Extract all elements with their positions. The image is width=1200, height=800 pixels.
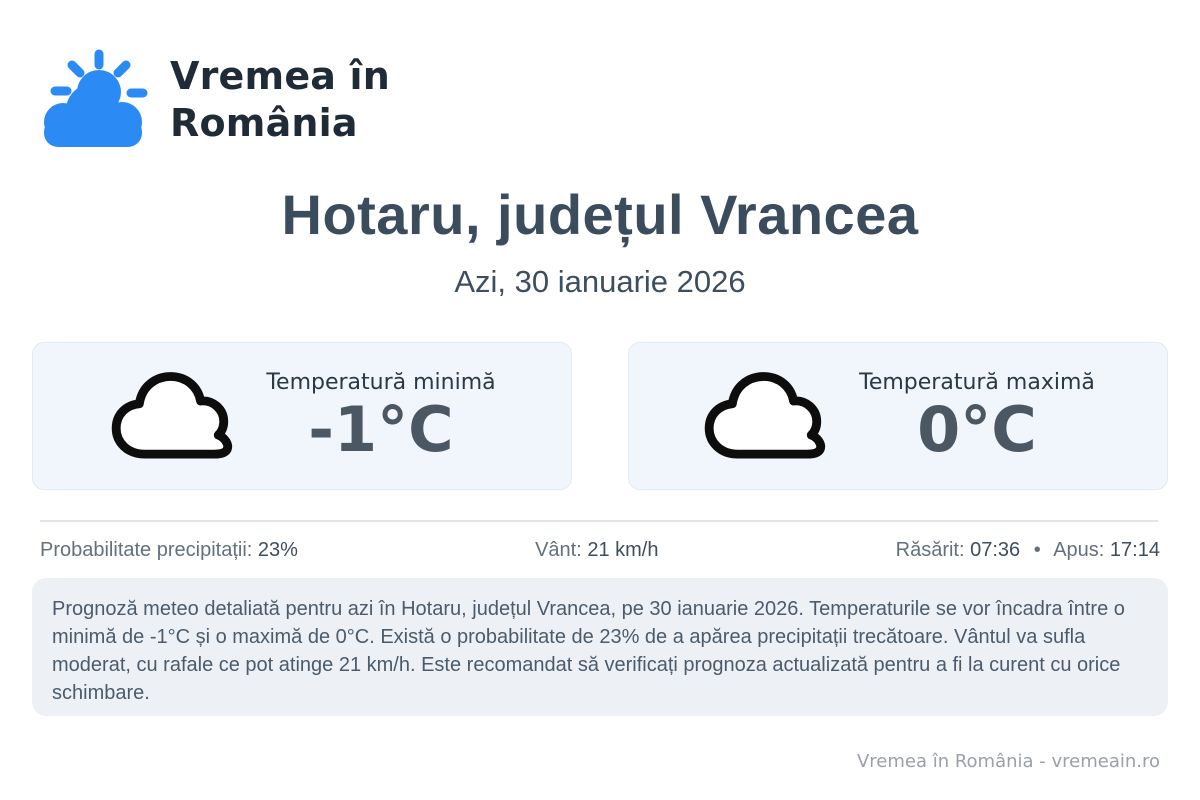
wind-stat bbox=[535, 539, 658, 562]
logo-text-line1: Vremea în bbox=[170, 54, 391, 98]
wind-label: Vânt: bbox=[535, 539, 582, 561]
temperature-cards bbox=[32, 342, 1168, 490]
stats-divider bbox=[40, 520, 1158, 522]
min-temp-card bbox=[32, 342, 572, 490]
sunset-value: 17:14 bbox=[1109, 539, 1160, 561]
logo-text bbox=[170, 53, 390, 147]
sunset-label: Apus: bbox=[1053, 539, 1105, 561]
cloud-sun-icon bbox=[38, 44, 150, 156]
precipitation-value: 23% bbox=[257, 539, 298, 561]
max-temp-value: 0°C bbox=[917, 392, 1037, 466]
footer-site-credit[interactable]: Vremea în România - vremeain.ro bbox=[856, 751, 1160, 772]
max-temp-label: Temperatură maximă bbox=[859, 369, 1095, 395]
sunrise-value: 07:36 bbox=[970, 539, 1021, 561]
page-title: Hotaru, județul Vrancea bbox=[281, 183, 919, 246]
min-temp-label: Temperatură minimă bbox=[266, 369, 496, 395]
page-subtitle: Azi, 30 ianuarie 2026 bbox=[454, 264, 746, 299]
cloud-icon bbox=[108, 368, 236, 464]
sun-times-stat bbox=[896, 539, 1160, 562]
sunrise-label: Răsărit: bbox=[895, 539, 965, 561]
forecast-box bbox=[32, 578, 1168, 716]
cloud-icon bbox=[701, 368, 829, 464]
min-temp-value: -1°C bbox=[308, 392, 454, 466]
precipitation-stat bbox=[40, 539, 298, 562]
stats-row bbox=[40, 539, 1160, 562]
site-logo[interactable] bbox=[38, 44, 390, 156]
logo-text-line2: România bbox=[170, 101, 358, 145]
wind-value: 21 km/h bbox=[587, 539, 659, 561]
precipitation-label: Probabilitate precipitații: bbox=[40, 539, 253, 561]
max-temp-card bbox=[628, 342, 1168, 490]
bullet-separator: • bbox=[1033, 539, 1041, 561]
forecast-text: Prognoză meteo detaliată pentru azi în Hotaru, județul Vrancea, pe 30 ianuarie 2026. Temperaturile se vor încadra între o minimă de -1°C și o maximă de 0°C. Există o probabilitate de 23% de a apărea precipitații trecătoare. Vântul va sufla moderat, cu rafale ce pot atinge 21 km/h. Este recomandat să verificați prognoza actualizată pentru a fi la curent cu orice schimbare. bbox=[52, 598, 1125, 704]
